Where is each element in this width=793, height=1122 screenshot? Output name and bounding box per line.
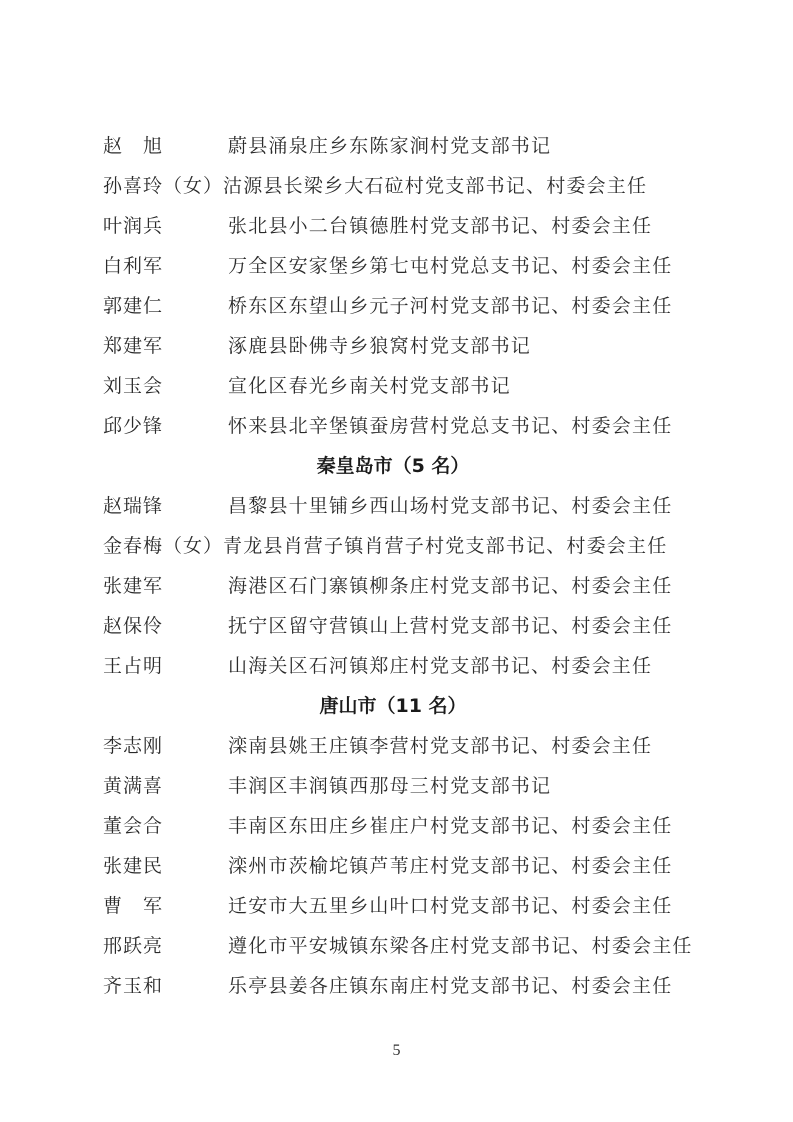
list-item [103, 846, 703, 886]
page-number: 5 [392, 1042, 401, 1059]
person-name: 曹 军 [103, 895, 164, 917]
person-position: 迁安市大五里乡山叶口村党支部书记、村委会主任 [228, 895, 673, 917]
section-heading-tangshan: 唐山市（11 名） [319, 695, 467, 717]
list-item [103, 286, 703, 326]
list-item [103, 646, 703, 686]
list-item [103, 806, 703, 846]
person-name: 董会合 [103, 815, 164, 837]
list-item [103, 526, 703, 566]
list-item [103, 606, 703, 646]
person-position: 抚宁区留守营镇山上营村党支部书记、村委会主任 [228, 615, 673, 637]
person-position: 遵化市平安城镇东梁各庄村党支部书记、村委会主任 [228, 935, 693, 957]
person-name: 郑建军 [103, 335, 164, 357]
person-position: 涿鹿县卧佛寺乡狼窝村党支部书记 [228, 335, 532, 357]
list-item [103, 166, 703, 206]
person-position: 怀来县北辛堡镇蚕房营村党总支书记、村委会主任 [228, 415, 673, 437]
person-name: 邱少锋 [103, 415, 164, 437]
person-position: 蔚县涌泉庄乡东陈家涧村党支部书记 [228, 135, 552, 157]
honoree-list [103, 126, 703, 1006]
list-item [103, 766, 703, 806]
person-name: 孙喜玲（女） [103, 175, 224, 197]
list-item [103, 726, 703, 766]
list-item [103, 406, 703, 446]
person-name: 金春梅（女） [103, 535, 224, 557]
section-heading-qinhuangdao: 秦皇岛市（5 名） [316, 455, 470, 477]
person-position: 海港区石门寨镇柳条庄村党支部书记、村委会主任 [228, 575, 673, 597]
person-name: 叶润兵 [103, 215, 164, 237]
person-name: 齐玉和 [103, 975, 164, 997]
person-position: 万全区安家堡乡第七屯村党总支书记、村委会主任 [228, 255, 673, 277]
person-position: 乐亭县姜各庄镇东南庄村党支部书记、村委会主任 [228, 975, 673, 997]
person-name: 刘玉会 [103, 375, 164, 397]
person-name: 赵保伶 [103, 615, 164, 637]
list-item [103, 246, 703, 286]
person-position: 滦州市茨榆坨镇芦苇庄村党支部书记、村委会主任 [228, 855, 673, 877]
list-item [103, 886, 703, 926]
person-position: 沽源县长梁乡大石砬村党支部书记、村委会主任 [223, 175, 648, 197]
person-name: 黄满喜 [103, 775, 164, 797]
person-position: 张北县小二台镇德胜村党支部书记、村委会主任 [228, 215, 653, 237]
person-position: 青龙县肖营子镇肖营子村党支部书记、村委会主任 [223, 535, 668, 557]
person-position: 昌黎县十里铺乡西山场村党支部书记、村委会主任 [228, 495, 673, 517]
list-item [103, 366, 703, 406]
person-position: 山海关区石河镇郑庄村党支部书记、村委会主任 [228, 655, 653, 677]
list-item [103, 926, 703, 966]
person-name: 赵 旭 [103, 135, 164, 157]
person-position: 桥东区东望山乡元子河村党支部书记、村委会主任 [228, 295, 673, 317]
list-item [103, 326, 703, 366]
person-position: 丰润区丰润镇西那母三村党支部书记 [228, 775, 552, 797]
person-name: 郭建仁 [103, 295, 164, 317]
list-item [103, 126, 703, 166]
person-name: 李志刚 [103, 735, 164, 757]
person-position: 丰南区东田庄乡崔庄户村党支部书记、村委会主任 [228, 815, 673, 837]
list-item [103, 206, 703, 246]
list-item [103, 966, 703, 1006]
list-item [103, 486, 703, 526]
list-item [103, 566, 703, 606]
person-position: 滦南县姚王庄镇李营村党支部书记、村委会主任 [228, 735, 653, 757]
person-name: 张建军 [103, 575, 164, 597]
person-name: 白利军 [103, 255, 164, 277]
person-name: 王占明 [103, 655, 164, 677]
person-name: 张建民 [103, 855, 164, 877]
person-position: 宣化区春光乡南关村党支部书记 [228, 375, 511, 397]
person-name: 赵瑞锋 [103, 495, 164, 517]
person-name: 邢跃亮 [103, 935, 164, 957]
